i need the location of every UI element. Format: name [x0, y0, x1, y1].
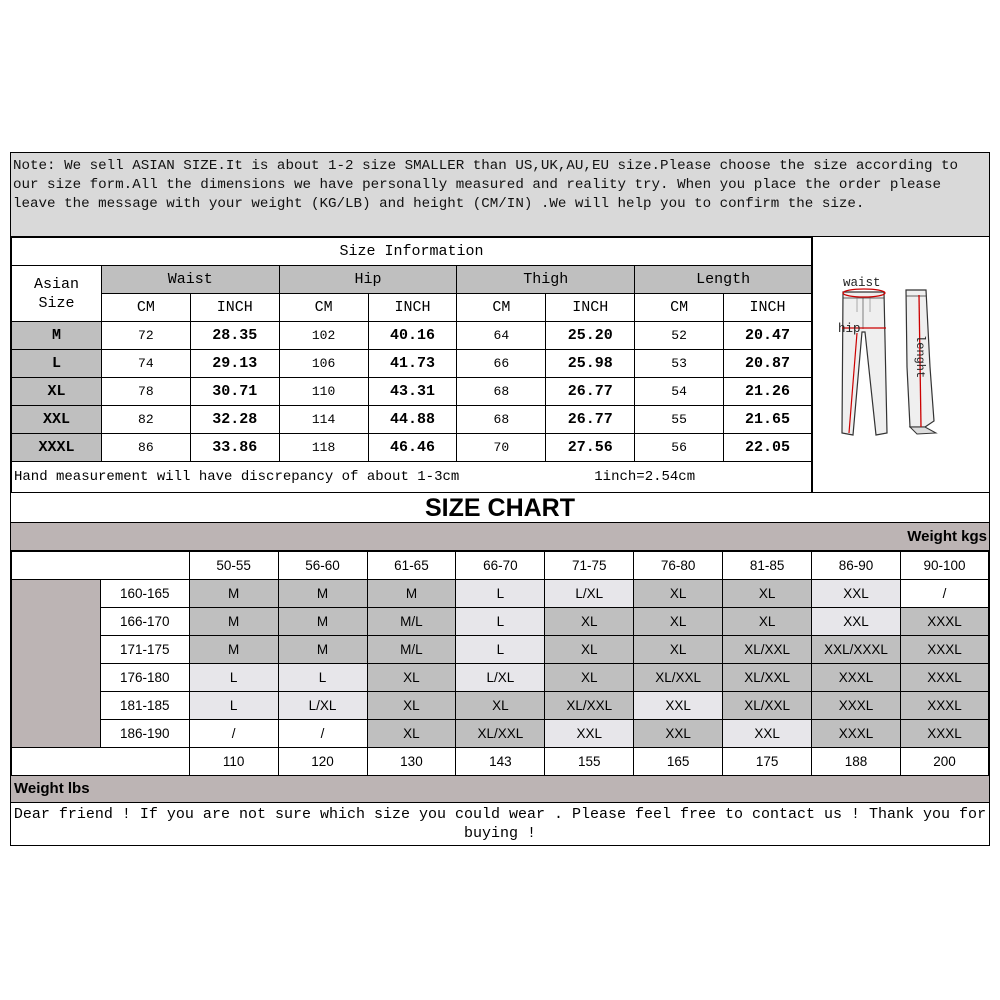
weight-kg-header: 61-65: [367, 552, 456, 580]
table-row: [12, 720, 989, 748]
thigh-cm-cell: 66: [457, 350, 546, 378]
size-chart-cell: XXL: [723, 720, 812, 748]
waist-inch-cell: 29.13: [190, 350, 279, 378]
size-chart-cell: XL: [545, 636, 634, 664]
size-information-title: Size Information: [12, 238, 812, 266]
size-chart-cell: XL/XXL: [456, 720, 545, 748]
table-row: [12, 608, 989, 636]
weight-lbs-cell: 188: [812, 748, 901, 776]
size-chart-cell: L/XL: [545, 580, 634, 608]
table-row: [12, 664, 989, 692]
waist-inch-cell: 30.71: [190, 378, 279, 406]
size-chart-title: SIZE CHART: [11, 493, 989, 523]
length-inch-cell: 20.87: [724, 350, 812, 378]
size-chart-cell: XXXL: [901, 636, 989, 664]
size-chart-cell: L: [456, 636, 545, 664]
height-range-cell: 181-185: [100, 692, 189, 720]
size-chart-cell: M: [278, 608, 367, 636]
size-chart-cell: M/L: [367, 608, 456, 636]
size-chart-cell: XL/XXL: [723, 692, 812, 720]
size-chart-cell: M: [189, 636, 278, 664]
size-chart-cell: XL: [723, 580, 812, 608]
hip-cm-cell: 106: [279, 350, 368, 378]
waist-header: Waist: [101, 266, 279, 294]
size-chart-table: [11, 551, 989, 776]
weight-lbs-label: Weight lbs: [11, 775, 989, 803]
size-chart-cell: L: [189, 664, 278, 692]
length-cm-cell: 53: [635, 350, 724, 378]
note-text: Note: We sell ASIAN SIZE.It is about 1-2 size SMALLER than US,UK,AU,EU size.Please choose the size according to our size form.All the dimensions we have personally measured and reality try. When you place the order please leave the message with your weight (KG/LB) and height (CM/IN) .We will help you to confirm the size.: [11, 153, 989, 237]
table-row: [12, 378, 812, 406]
thigh-inch-cell: 26.77: [546, 378, 635, 406]
weight-lbs-cell: 143: [456, 748, 545, 776]
weight-lbs-cell: 155: [545, 748, 634, 776]
thigh-cm-cell: 68: [457, 406, 546, 434]
hip-cm-cell: 114: [279, 406, 368, 434]
weight-kg-header: 56-60: [278, 552, 367, 580]
length-cm-cell: 54: [635, 378, 724, 406]
size-cell: L: [12, 350, 102, 378]
size-chart-cell: XL/XXL: [723, 664, 812, 692]
length-cm-cell: 55: [635, 406, 724, 434]
size-chart-cell: L: [189, 692, 278, 720]
size-cell: XL: [12, 378, 102, 406]
thigh-cm-cell: 70: [457, 434, 546, 462]
size-chart-cell: XL: [367, 664, 456, 692]
pants-measurement-diagram: [812, 237, 989, 493]
size-chart-sheet: [10, 152, 990, 846]
size-chart-cell: XL: [367, 692, 456, 720]
size-chart-cell: XXXL: [812, 692, 901, 720]
hip-header: Hip: [279, 266, 457, 294]
thigh-header: Thigh: [457, 266, 635, 294]
weight-lbs-row: [12, 748, 989, 776]
hip-cm-cell: 102: [279, 322, 368, 350]
thigh-cm-cell: 64: [457, 322, 546, 350]
length-inch-cell: 20.47: [724, 322, 812, 350]
height-range-cell: 160-165: [100, 580, 189, 608]
unit-cm: CM: [101, 294, 190, 322]
waist-inch-cell: 28.35: [190, 322, 279, 350]
size-chart-cell: XL/XXL: [634, 664, 723, 692]
size-chart-cell: XXXL: [812, 720, 901, 748]
size-chart-cell: XL: [634, 608, 723, 636]
weight-lbs-cell: 200: [901, 748, 989, 776]
length-inch-cell: 21.26: [724, 378, 812, 406]
length-cm-cell: 52: [635, 322, 724, 350]
hip-label: hip: [838, 322, 861, 336]
size-chart-cell: XL: [456, 692, 545, 720]
weight-kg-header: 76-80: [634, 552, 723, 580]
lbs-corner-cell: [12, 748, 190, 776]
hip-cm-cell: 118: [279, 434, 368, 462]
size-chart-cell: XXL: [812, 580, 901, 608]
size-chart-cell: XXXL: [901, 664, 989, 692]
table-row: [12, 434, 812, 462]
size-chart-cell: M: [367, 580, 456, 608]
inch-conversion-note: 1inch=2.54cm: [594, 469, 696, 485]
size-chart-cell: XXXL: [901, 692, 989, 720]
weight-kg-header: 90-100: [901, 552, 989, 580]
thigh-inch-cell: 25.20: [546, 322, 635, 350]
size-chart-cell: M: [278, 580, 367, 608]
table-row: [12, 406, 812, 434]
hip-inch-cell: 43.31: [368, 378, 457, 406]
table-row: [12, 636, 989, 664]
discrepancy-note: Hand measurement will have discrepancy of about 1-3cm: [14, 469, 460, 485]
waist-cm-cell: 72: [101, 322, 190, 350]
weight-lbs-cell: 120: [278, 748, 367, 776]
unit-cm: CM: [635, 294, 724, 322]
thigh-cm-cell: 68: [457, 378, 546, 406]
length-header: Length: [635, 266, 812, 294]
thigh-inch-cell: 27.56: [546, 434, 635, 462]
waist-inch-cell: 32.28: [190, 406, 279, 434]
size-chart-cell: XXL/XXXL: [812, 636, 901, 664]
unit-inch: INCH: [190, 294, 279, 322]
weight-kg-header: 71-75: [545, 552, 634, 580]
size-cell: XXL: [12, 406, 102, 434]
size-chart-cell: M: [189, 608, 278, 636]
size-chart-cell: XXXL: [812, 664, 901, 692]
waist-cm-cell: 82: [101, 406, 190, 434]
table-row: [12, 580, 989, 608]
length-inch-cell: 21.65: [724, 406, 812, 434]
size-chart-cell: L/XL: [278, 692, 367, 720]
weight-kg-header: 50-55: [189, 552, 278, 580]
size-chart-cell: L: [456, 608, 545, 636]
weight-lbs-cell: 110: [189, 748, 278, 776]
height-range-cell: 176-180: [100, 664, 189, 692]
thigh-inch-cell: 26.77: [546, 406, 635, 434]
size-chart-cell: L: [278, 664, 367, 692]
waist-inch-cell: 33.86: [190, 434, 279, 462]
table-row: [12, 350, 812, 378]
size-cell: XXXL: [12, 434, 102, 462]
pants-illustration: [813, 237, 989, 492]
size-chart-cell: XL: [367, 720, 456, 748]
size-chart-cell: XXXL: [901, 720, 989, 748]
waist-cm-cell: 86: [101, 434, 190, 462]
size-chart-cell: M: [189, 580, 278, 608]
size-information-table: [11, 237, 812, 493]
weight-kgs-row: [12, 552, 989, 580]
size-chart-cell: L: [456, 580, 545, 608]
footer-message: Dear friend ! If you are not sure which size you could wear . Please feel free to contact us ! Thank you for buying !: [13, 806, 987, 842]
asian-size-header: Asian Size: [12, 266, 102, 322]
weight-kg-header: 66-70: [456, 552, 545, 580]
hip-inch-cell: 46.46: [368, 434, 457, 462]
size-chart-cell: XL/XXL: [723, 636, 812, 664]
size-chart-cell: XXXL: [901, 608, 989, 636]
unit-inch: INCH: [546, 294, 635, 322]
unit-inch: INCH: [368, 294, 457, 322]
size-chart-cell: M/L: [367, 636, 456, 664]
size-chart-cell: /: [901, 580, 989, 608]
size-chart-cell: M: [278, 636, 367, 664]
waist-cm-cell: 78: [101, 378, 190, 406]
size-chart-cell: XL: [545, 608, 634, 636]
size-chart-cell: XL/XXL: [545, 692, 634, 720]
size-chart-cell: XL: [634, 636, 723, 664]
waist-label: waist: [843, 276, 881, 290]
hip-cm-cell: 110: [279, 378, 368, 406]
unit-cm: CM: [279, 294, 368, 322]
size-chart-cell: XXL: [634, 692, 723, 720]
hip-inch-cell: 40.16: [368, 322, 457, 350]
corner-cell: [12, 552, 190, 580]
hip-inch-cell: 44.88: [368, 406, 457, 434]
weight-lbs-cell: 165: [634, 748, 723, 776]
height-range-cell: 186-190: [100, 720, 189, 748]
size-chart-cell: XXL: [812, 608, 901, 636]
height-side-cell: [12, 580, 101, 748]
measurement-notes: [12, 462, 812, 493]
length-label: lenght: [913, 335, 927, 379]
table-row: [12, 322, 812, 350]
table-row: [12, 692, 989, 720]
size-chart-cell: /: [278, 720, 367, 748]
length-cm-cell: 56: [635, 434, 724, 462]
weight-kgs-label: Weight kgs: [11, 523, 989, 551]
weight-kg-header: 81-85: [723, 552, 812, 580]
size-chart-cell: XXL: [545, 720, 634, 748]
weight-lbs-cell: 130: [367, 748, 456, 776]
size-chart-cell: L/XL: [456, 664, 545, 692]
unit-inch: INCH: [724, 294, 812, 322]
size-cell: M: [12, 322, 102, 350]
waist-cm-cell: 74: [101, 350, 190, 378]
weight-lbs-cell: 175: [723, 748, 812, 776]
size-chart-cell: /: [189, 720, 278, 748]
length-inch-cell: 22.05: [724, 434, 812, 462]
size-chart-cell: XL: [545, 664, 634, 692]
size-chart-cell: XXL: [634, 720, 723, 748]
size-chart-cell: XL: [634, 580, 723, 608]
thigh-inch-cell: 25.98: [546, 350, 635, 378]
hip-inch-cell: 41.73: [368, 350, 457, 378]
unit-cm: CM: [457, 294, 546, 322]
weight-kg-header: 86-90: [812, 552, 901, 580]
size-chart-cell: XL: [723, 608, 812, 636]
height-range-cell: 166-170: [100, 608, 189, 636]
height-range-cell: 171-175: [100, 636, 189, 664]
